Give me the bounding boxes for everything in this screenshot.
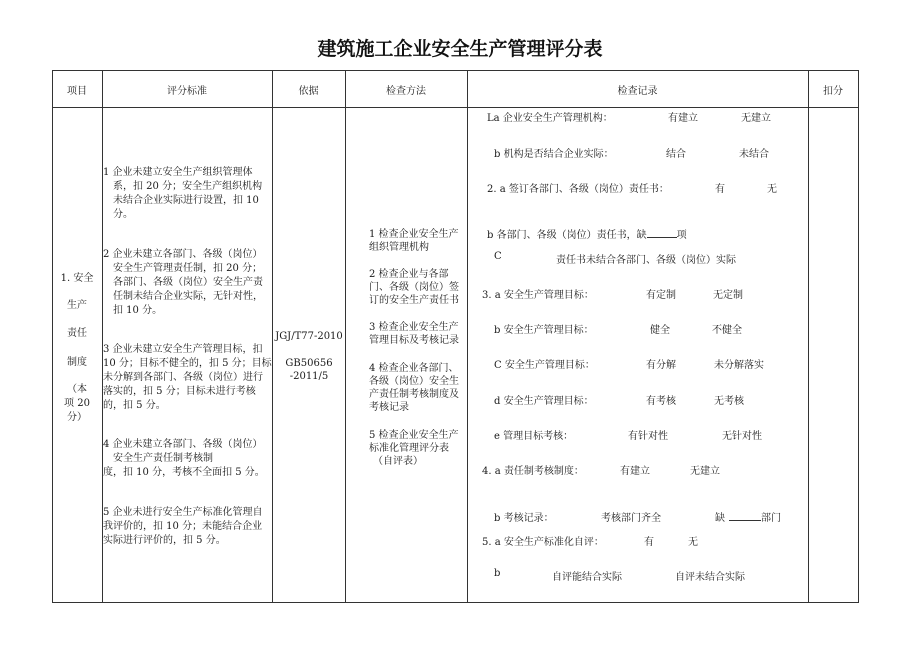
header-record: 检查记录 xyxy=(617,86,658,97)
criteria-5-line: 实际进行评价的，扣 5 分。 xyxy=(103,535,226,546)
record-option: 缺 xyxy=(715,513,725,524)
criteria-2-line: 安全生产管理责任制，扣 20 分； xyxy=(113,263,263,274)
record-option: 不健全 xyxy=(712,325,742,336)
record-option: 无考核 xyxy=(714,396,744,407)
record-option: 无针对性 xyxy=(722,431,762,442)
header-criteria: 评分标准 xyxy=(167,86,207,97)
criteria-1-line: 未结合企业实际进行设置，扣 10 xyxy=(113,195,259,206)
item-line: 生产 xyxy=(67,300,87,311)
criteria-1-line: 分。 xyxy=(113,209,133,220)
record-option: 结合 xyxy=(666,149,686,160)
record-suffix: 项 xyxy=(676,230,687,241)
criteria-3-line: 未分解到各部门、各级（岗位）进行 xyxy=(103,372,263,383)
criteria-3-line: 的，扣 5 分。 xyxy=(103,400,166,411)
method-4-line: 4 检查企业各部门、 xyxy=(369,363,459,374)
criteria-4-line: 度，扣 10 分，考核不全面扣 5 分。 xyxy=(103,467,265,478)
criteria-5-line: 我评价的，扣 10 分；未能结合企业 xyxy=(103,521,263,532)
deduct-cell[interactable] xyxy=(809,108,858,602)
method-5-line: 5 检查企业安全生产 xyxy=(369,430,459,441)
page-title: 建筑施工企业安全生产管理评分表 xyxy=(317,38,603,60)
record-label: b 各部门、各级（岗位）责任书，缺 xyxy=(487,230,647,241)
record-label: b 考核记录： xyxy=(494,513,554,524)
item-line: 1. 安全 xyxy=(60,273,94,284)
criteria-2-line: 任制未结合企业实际，无针对性， xyxy=(113,291,263,302)
criteria-4-line: 安全生产责任制考核制 xyxy=(113,453,213,464)
criteria-5-line: 5 企业未进行安全生产标准化管理自 xyxy=(103,507,263,518)
item-line: （本 xyxy=(67,384,87,395)
basis-standard-2-year: -2011/5 xyxy=(289,371,329,382)
record-option: 有分解 xyxy=(646,360,676,371)
item-line: 分） xyxy=(67,412,87,423)
record-label: b 机构是否结合企业实际： xyxy=(494,149,614,160)
header-deduct: 扣分 xyxy=(823,86,843,97)
method-3-line: 管理目标及考核记录 xyxy=(369,335,459,346)
item-line: 制度 xyxy=(67,357,87,368)
basis-standard-1: JGJ/T77-2010 xyxy=(275,331,343,342)
record-option: 有 xyxy=(715,184,725,195)
record-option: 有定制 xyxy=(646,290,676,301)
record-label: 2. a 签订各部门、各级（岗位）责任书： xyxy=(487,184,669,195)
record-label: e 管理目标考核： xyxy=(494,431,574,442)
header-method: 检查方法 xyxy=(386,86,426,97)
criteria-1-line: 系，扣 20 分；安全生产组织机构 xyxy=(113,181,263,192)
method-5-line: 标准化管理评分表 xyxy=(369,443,449,454)
record-label: 5. a 安全生产标准化自评： xyxy=(482,537,604,548)
method-2-line: 订的安全生产责任书 xyxy=(369,295,459,306)
header-item: 项目 xyxy=(67,86,87,97)
criteria-2-line: 各部门、各级（岗位）安全生产责 xyxy=(113,277,263,288)
record-option: 未分解落实 xyxy=(714,360,764,371)
record-option: 未结合 xyxy=(739,149,769,160)
record-option: 考核部门齐全 xyxy=(601,513,661,524)
record-option: 自评能结合实际 xyxy=(552,572,622,583)
record-option: 有建立 xyxy=(668,113,698,124)
record-option: 有考核 xyxy=(646,396,676,407)
criteria-4-line: 4 企业未建立各部门、各级（岗位） xyxy=(103,439,263,450)
method-4-line: 各级（岗位）安全生 xyxy=(369,376,459,387)
record-option: 有 xyxy=(644,537,654,548)
record-option: 无建立 xyxy=(741,113,771,124)
method-4-line: 产责任制考核制度及 xyxy=(369,389,459,400)
fill-in-blank[interactable] xyxy=(647,228,677,238)
record-label: b xyxy=(494,568,501,579)
basis-standard-2: GB50656 xyxy=(285,358,333,369)
item-line: 责任 xyxy=(67,328,87,339)
criteria-3-line: 10 分；目标不健全的，扣 5 分；目标 xyxy=(103,358,272,369)
record-label: 3. a 安全生产管理目标： xyxy=(482,290,594,301)
criteria-1-line: 1 企业未建立安全生产组织管理体 xyxy=(103,167,253,178)
record-option: 无定制 xyxy=(713,290,743,301)
record-label: 4. a 责任制考核制度： xyxy=(482,466,584,477)
record-suffix: 部门 xyxy=(761,513,781,524)
record-option: 无 xyxy=(767,184,777,195)
record-label: C xyxy=(494,251,502,262)
record-option: 无 xyxy=(688,537,698,548)
record-item xyxy=(715,509,781,524)
record-label: La 企业安全生产管理机构： xyxy=(487,113,613,124)
record-option: 自评未结合实际 xyxy=(675,572,745,583)
method-2-line: 2 检查企业与各部 xyxy=(369,269,449,280)
criteria-2-line: 扣 10 分。 xyxy=(113,305,163,316)
fill-in-blank[interactable] xyxy=(729,511,761,521)
record-option: 有针对性 xyxy=(628,431,668,442)
record-item xyxy=(487,226,687,241)
record-label: d 安全生产管理目标： xyxy=(494,396,594,407)
method-2-line: 门、各级（岗位）签 xyxy=(369,282,459,293)
method-5-line: （自评表） xyxy=(373,456,423,467)
record-label: C 安全生产管理目标： xyxy=(494,360,595,371)
header-basis: 依据 xyxy=(298,86,319,97)
criteria-3-line: 落实的，扣 5 分；目标未进行考核 xyxy=(103,386,256,397)
method-3-line: 3 检查企业安全生产 xyxy=(369,322,459,333)
item-line: 项 20 xyxy=(64,398,90,409)
method-1-line: 组织管理机构 xyxy=(369,242,429,253)
method-1-line: 1 检查企业安全生产 xyxy=(369,229,459,240)
record-option: 有建立 xyxy=(620,466,650,477)
criteria-3-line: 3 企业未建立安全生产管理目标，扣 xyxy=(103,344,263,355)
method-4-line: 考核记录 xyxy=(369,402,409,413)
record-option: 无建立 xyxy=(690,466,720,477)
record-option: 健全 xyxy=(650,325,670,336)
criteria-2-line: 2 企业未建立各部门、各级（岗位） xyxy=(103,249,263,260)
record-text: 责任书未结合各部门、各级（岗位）实际 xyxy=(556,255,736,266)
record-label: b 安全生产管理目标： xyxy=(494,325,594,336)
